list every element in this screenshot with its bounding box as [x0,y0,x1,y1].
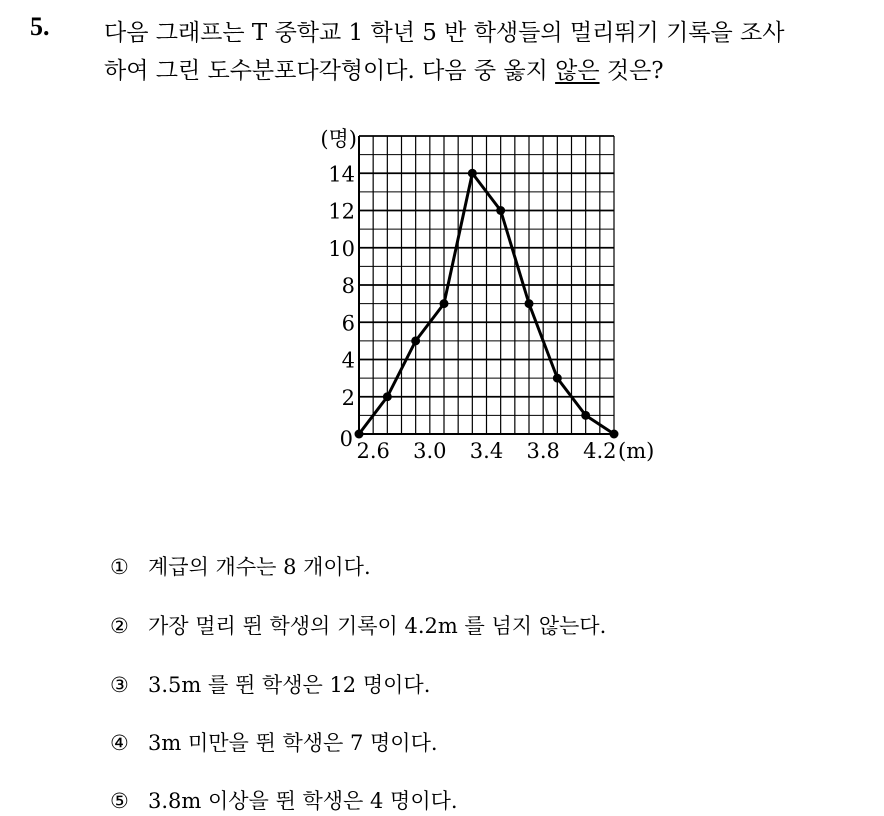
choice-3[interactable] [110,670,430,700]
choice-3-mark: ③ [110,673,129,697]
data-point [610,430,619,439]
choice-1-mark: ① [110,555,129,579]
underlined-word: 않은 [555,58,600,84]
question-line-2-start: 하여 그린 도수분포다각형이다. 다음 중 옳지 [104,58,556,84]
data-point [496,206,505,215]
x-tick-label: 4.2 [583,439,617,463]
x-tick-label: 2.6 [356,439,390,463]
y-axis-label: (명) [320,127,357,151]
y-tick-label: 0 [339,427,353,451]
y-tick-label: 2 [341,385,355,410]
y-tick-label: 4 [341,348,355,373]
x-axis-label: (m) [618,439,655,463]
y-tick-label: 6 [341,311,355,336]
data-point [468,169,477,178]
chart-grid [359,136,614,434]
choice-4[interactable] [110,728,438,758]
data-point [355,430,364,439]
question-line-2-end: 것은? [599,58,664,84]
choice-1[interactable] [110,552,371,582]
choice-4-text: 3m 미만을 뛴 학생은 7 명이다. [148,731,438,755]
choice-5-text: 3.8m 이상을 뛴 학생은 4 명이다. [148,789,458,813]
y-tick-label: 12 [328,199,355,224]
y-tick-label: 10 [328,236,355,261]
choice-2-mark: ② [110,614,129,638]
choice-3-text: 3.5m 를 뛴 학생은 12 명이다. [148,673,431,697]
data-point [411,336,420,345]
x-tick-label: 3.0 [413,439,447,463]
choice-1-text: 계급의 개수는 8 개이다. [148,555,371,579]
question-number: 5. [30,12,50,41]
x-tick-label: 3.8 [526,439,560,463]
question-line-1: 다음 그래프는 T 중학교 1 학년 5 반 학생들의 멀리뛰기 기록을 조사 [104,20,785,46]
data-point [581,411,590,420]
y-tick-label: 14 [328,162,355,187]
data-point [440,299,449,308]
choice-2[interactable] [110,611,606,641]
data-point [383,392,392,401]
choice-2-text: 가장 멀리 뛴 학생의 기록이 4.2m 를 넘지 않는다. [148,614,607,638]
data-point [553,374,562,383]
choice-5-mark: ⑤ [110,789,129,813]
choice-5[interactable] [110,786,458,816]
y-tick-label: 8 [341,274,355,298]
choice-4-mark: ④ [110,731,129,755]
x-tick-label: 3.4 [469,439,504,463]
data-point [525,299,534,308]
